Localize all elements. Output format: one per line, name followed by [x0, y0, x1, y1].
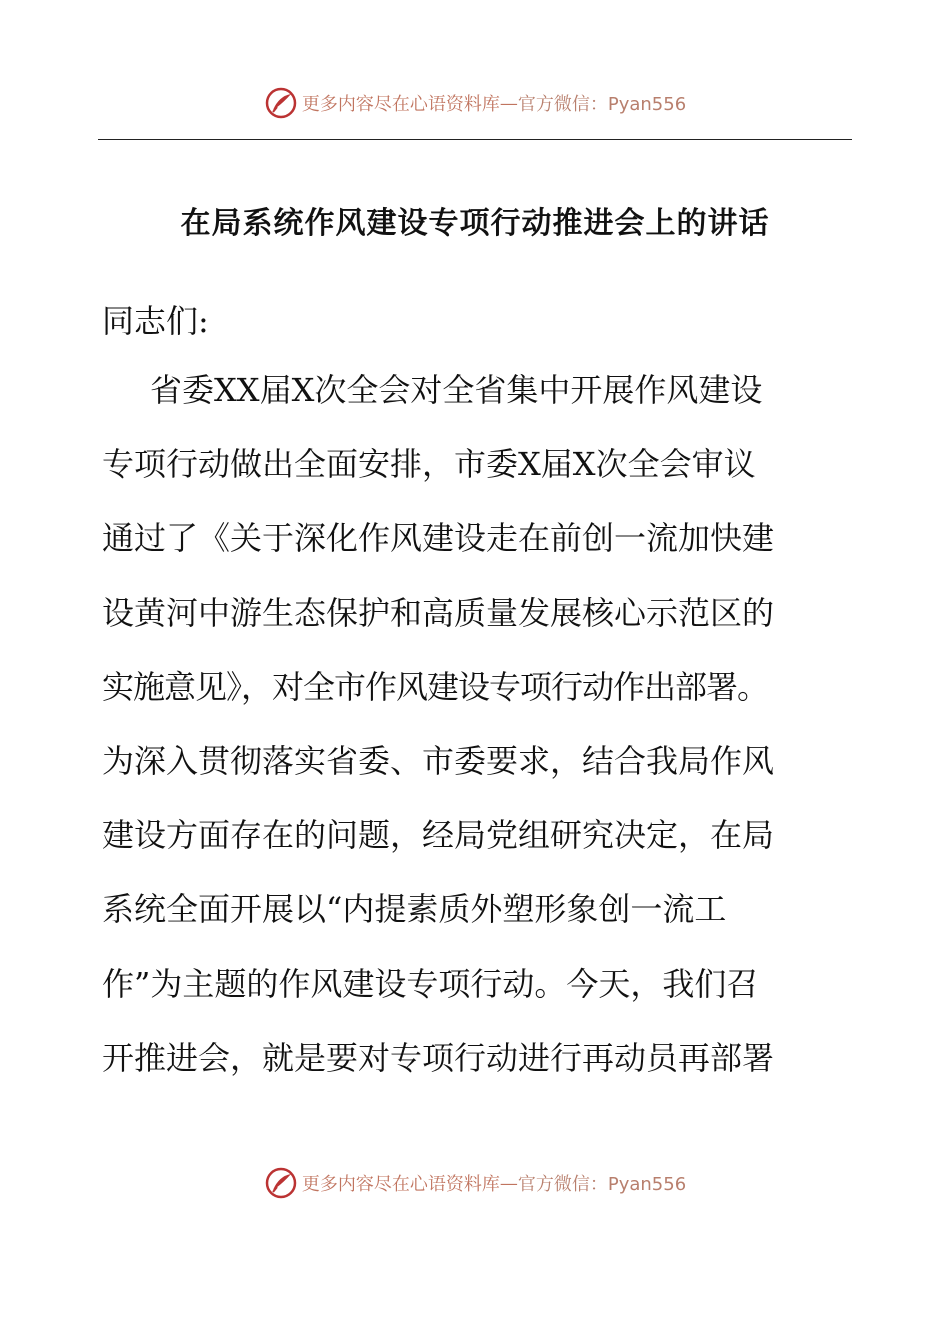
body-line: 系统全面开展以“内提素质外塑形象创一流工 [102, 890, 727, 929]
body-line: 实施意见》，对全市作风建设专项行动作出部署。 [102, 667, 769, 706]
body-line: 专项行动做出全面安排，市委X届X次全会审议 [102, 445, 756, 484]
watermark-footer [0, 1166, 950, 1200]
body-line: 通过了《关于深化作风建设走在前创一流加快建 [102, 519, 775, 558]
body-line: 省委XX届X次全会对全省集中开展作风建设 [150, 371, 763, 409]
watermark-header [0, 86, 950, 120]
brand-text: 更多内容尽在心语资料库 [301, 1174, 500, 1195]
body-line: 为深入贯彻落实省委、市委要求，结合我局作风 [102, 741, 775, 780]
body-line: 设黄河中游生态保护和高质量发展核心示范区的 [102, 593, 775, 632]
document-title: 在局系统作风建设专项行动推进会上的讲话 [180, 206, 770, 241]
separator: — [499, 92, 518, 114]
body-line: 作”为主题的作风建设专项行动。今天，我们召 [102, 964, 759, 1003]
separator: — [499, 1172, 518, 1194]
greeting: 同志们: [102, 302, 209, 340]
quill-circle-logo [264, 86, 298, 120]
body-line: 开推进会，就是要对专项行动进行再动员再部署 [102, 1038, 775, 1077]
body-line: 建设方面存在的问题，经局党组研究决定，在局 [102, 816, 775, 855]
wechat-text: 官方微信：Pyan556 [517, 94, 687, 115]
header-divider [98, 139, 852, 140]
body-text [102, 364, 862, 1106]
brand-text: 更多内容尽在心语资料库 [301, 94, 500, 115]
quill-circle-logo [264, 1166, 298, 1200]
wechat-text: 官方微信：Pyan556 [517, 1174, 687, 1195]
